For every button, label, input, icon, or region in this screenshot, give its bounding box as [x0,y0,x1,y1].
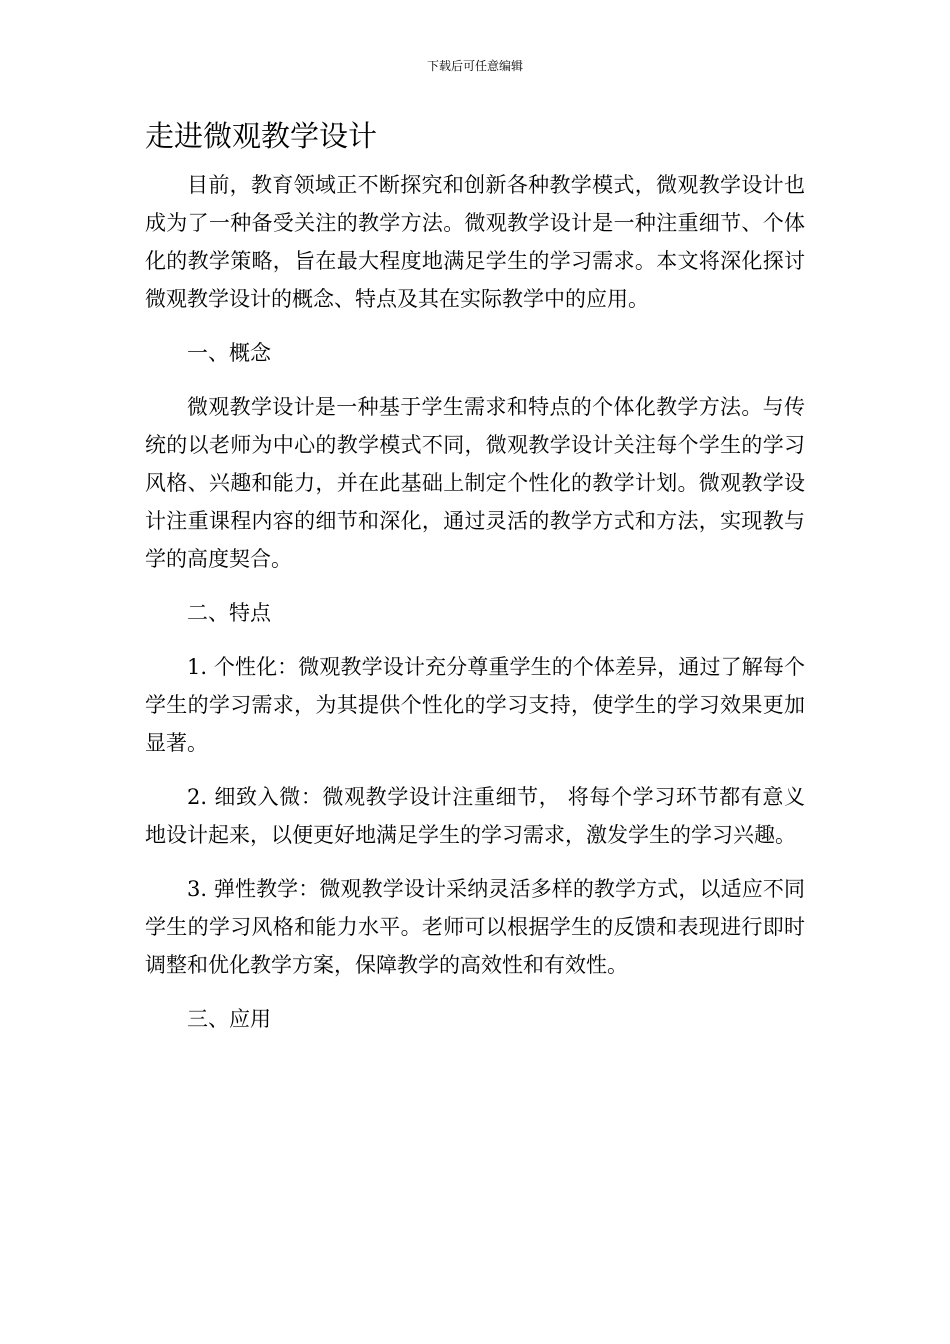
feature-item-1: 1. 个性化：微观教学设计充分尊重学生的个体差异，通过了解每个学生的学习需求，为其提供个性化的学习支持，使学生的学习效果更加显著。 [145,655,805,755]
concept-paragraph: 微观教学设计是一种基于学生需求和特点的个体化教学方法。与传统的以老师为中心的教学模式不同，微观教学设计关注每个学生的学习风格、兴趣和能力，并在此基础上制定个性化的教学计划。微观教学设计注重课程内容的细节和深化，通过灵活的教学方式和方法，实现教与学的高度契合。 [145,395,805,571]
page-header: 下载后可任意编辑 [426,59,523,73]
feature-item-2: 2. 细致入微：微观教学设计注重细节， 将每个学习环节都有意义地设计起来，以便更好地满足学生的学习需求，激发学生的学习兴趣。 [145,785,805,847]
intro-paragraph: 目前，教育领域正不断探究和创新各种教学模式，微观教学设计也成为了一种备受关注的教学方法。微观教学设计是一种注重细节、个体化的教学策略，旨在最大程度地满足学生的学习需求。本文将深化探讨微观教学设计的概念、特点及其在实际教学中的应用。 [145,173,805,311]
document-title: 走进微观教学设计 [145,119,378,153]
feature-item-3: 3. 弹性教学：微观教学设计采纳灵活多样的教学方式，以适应不同学生的学习风格和能力水平。老师可以根据学生的反馈和表现进行即时调整和优化教学方案，保障教学的高效性和有效性。 [145,877,805,977]
document-body [145,166,805,1054]
section-heading-application: 三、应用 [187,1007,271,1031]
section-heading-features: 二、特点 [187,601,271,625]
section-heading-concept: 一、概念 [187,341,271,365]
